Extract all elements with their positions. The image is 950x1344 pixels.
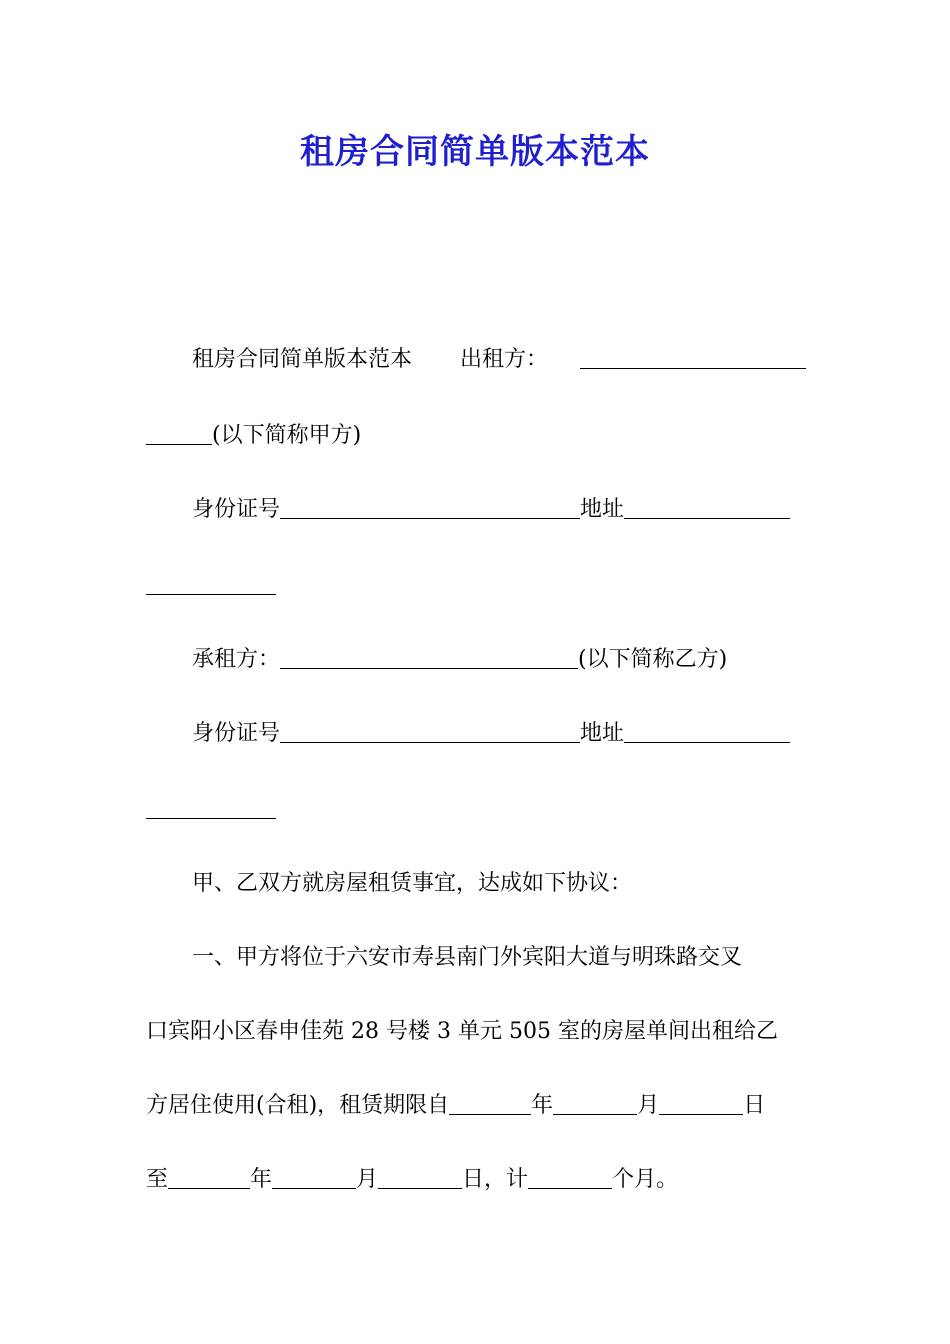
month-label: 月 [637, 1093, 660, 1118]
id-label: 身份证号 [192, 497, 281, 522]
year-label: 年 [250, 1167, 273, 1192]
start-year-blank[interactable] [449, 1086, 531, 1115]
lessee-line [192, 640, 806, 680]
address-label: 地址 [580, 721, 625, 746]
lessor-line [192, 340, 806, 380]
lease-period-text: 方居住使用(合租)，租赁期限自 [146, 1093, 450, 1118]
heading-repeat: 租房合同简单版本范本 [192, 347, 413, 372]
lessee-address-blank-cont[interactable] [146, 790, 276, 819]
lessor-alias-line [146, 416, 806, 456]
year-label: 年 [531, 1093, 554, 1118]
end-year-blank[interactable] [168, 1160, 250, 1189]
lessor-alias-text: (以下简称甲方) [212, 423, 362, 448]
address-label: 地址 [580, 497, 625, 522]
lessor-address-cont-line [146, 566, 806, 606]
clause-1-line-1: 一、甲方将位于六安市寿县南门外宾阳大道与明珠路交叉 [192, 945, 743, 970]
lessor-label: 出租方： [460, 347, 549, 372]
lessee-id-line [192, 714, 806, 754]
id-label: 身份证号 [192, 721, 281, 746]
months-label: 个月。 [612, 1167, 679, 1192]
document-title: 租房合同简单版本范本 [300, 132, 650, 172]
lessee-label: 承租方： [192, 647, 281, 672]
lessor-address-blank[interactable] [624, 490, 790, 519]
end-month-blank[interactable] [272, 1160, 356, 1189]
clause-1-line-3 [146, 1086, 806, 1126]
lessor-name-blank[interactable] [580, 340, 806, 369]
month-label: 月 [356, 1167, 379, 1192]
lessor-name-blank-cont[interactable] [146, 416, 212, 445]
day-total-label: 日，计 [462, 1167, 529, 1192]
day-label: 日 [743, 1093, 766, 1118]
months-count-blank[interactable] [528, 1160, 612, 1189]
lessee-address-cont-line [146, 790, 806, 830]
lessee-name-blank[interactable] [280, 640, 578, 669]
lessee-id-blank[interactable] [280, 714, 580, 743]
clause-1-line-4 [146, 1160, 806, 1200]
agreement-intro: 甲、乙双方就房屋租赁事宜，达成如下协议： [192, 871, 633, 896]
lessee-alias-text: (以下简称乙方) [578, 647, 728, 672]
end-day-blank[interactable] [378, 1160, 462, 1189]
clause-1-line-2: 口宾阳小区春申佳苑 28 号楼 3 单元 505 室的房屋单间出租给乙 [146, 1019, 778, 1044]
to-label: 至 [146, 1167, 169, 1192]
lessee-address-blank[interactable] [624, 714, 790, 743]
lessor-id-blank[interactable] [280, 490, 580, 519]
start-month-blank[interactable] [553, 1086, 637, 1115]
lessor-address-blank-cont[interactable] [146, 566, 276, 595]
lessor-id-line [192, 490, 806, 530]
start-day-blank[interactable] [659, 1086, 743, 1115]
